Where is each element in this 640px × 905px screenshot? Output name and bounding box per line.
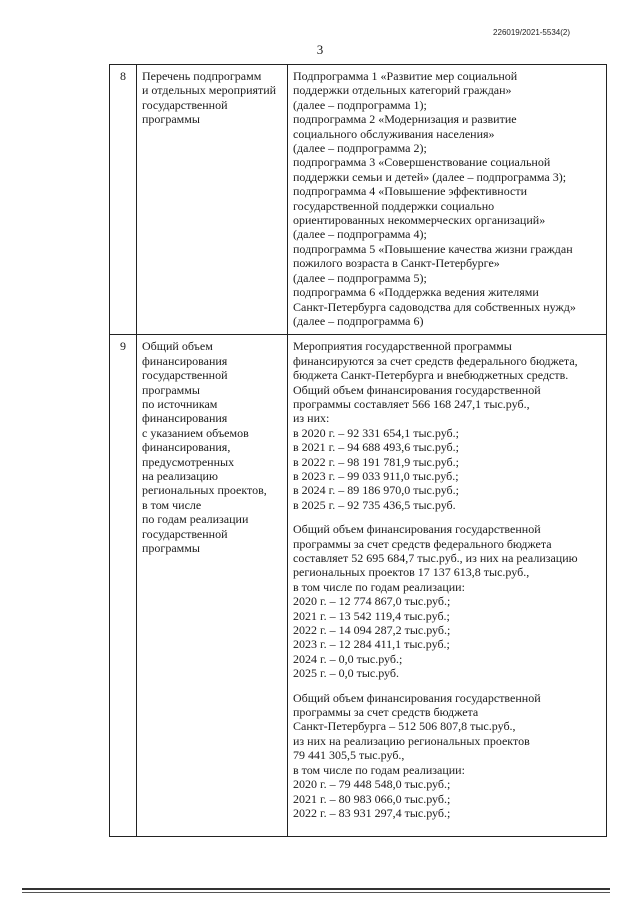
name-line: в том числе	[142, 497, 202, 512]
name-line: по годам реализации	[142, 512, 249, 527]
content-line: Общий объем финансирования государственной	[293, 522, 541, 537]
content-line: 2020 г. – 79 448 548,0 тыс.руб.;	[293, 777, 451, 792]
document-id: 226019/2021-5534(2)	[493, 28, 570, 37]
content-line: в 2023 г. – 99 033 911,0 тыс.руб.;	[293, 468, 459, 483]
name-line: программы	[142, 541, 200, 555]
name-line: государственной	[142, 526, 228, 541]
name-line: с указанием объемов	[142, 425, 249, 440]
page-number: 3	[316, 42, 324, 57]
name-line: финансирования	[142, 411, 228, 426]
content-line: Общий объем финансирования государственной	[293, 382, 541, 397]
content-line: поддержки семьи и детей» (далее – подпрограмма 3);	[293, 169, 567, 184]
content-line: программы составляет 566 168 247,1 тыс.руб.,	[293, 396, 530, 411]
name-line: программы	[142, 382, 200, 397]
content-line: 2024 г. – 0,0 тыс.руб.;	[293, 651, 403, 666]
name-line: и отдельных мероприятий	[142, 83, 277, 98]
content-line: в том числе по годам реализации:	[293, 579, 465, 594]
content-line: 2022 г. – 83 931 297,4 тыс.руб.;	[293, 805, 451, 820]
content-line: программы за счет средств федерального бюджета	[293, 536, 552, 551]
content-line: составляет 52 695 684,7 тыс.руб., из них на реализацию	[293, 551, 578, 565]
content-line: финансируются за счет средств федерального бюджета,	[293, 353, 578, 368]
name-line: региональных проектов,	[142, 483, 267, 498]
program-passport-table	[109, 64, 607, 837]
name-line: финансирования,	[142, 440, 231, 455]
content-line: подпрограмма 3 «Совершенствование социальной	[293, 155, 551, 170]
funding-federal-block	[293, 522, 601, 680]
row-name	[137, 335, 288, 837]
page-bottom-rule	[22, 888, 610, 890]
content-line: Санкт-Петербурга садоводства для собственных нужд»	[293, 299, 576, 314]
name-line: государственной	[142, 97, 228, 112]
name-line: программы	[142, 112, 200, 127]
content-line: в том числе по годам реализации:	[293, 762, 465, 777]
content-line: подпрограмма 6 «Поддержка ведения жителями	[293, 285, 539, 300]
row-name	[137, 65, 288, 335]
content-line: государственной поддержки социально	[293, 198, 495, 213]
content-line: региональных проектов 17 137 613,8 тыс.руб.,	[293, 565, 530, 580]
content-line: 2021 г. – 13 542 119,4 тыс.руб.;	[293, 608, 450, 623]
name-line: Общий объем	[142, 339, 213, 354]
content-line: из них:	[293, 411, 330, 426]
content-line: 2020 г. – 12 774 867,0 тыс.руб.;	[293, 594, 451, 609]
table-row	[110, 335, 607, 837]
content-line: в 2022 г. – 98 191 781,9 тыс.руб.;	[293, 454, 459, 469]
content-line: подпрограмма 2 «Модернизация и развитие	[293, 112, 517, 127]
content-line: (далее – подпрограмма 5);	[293, 270, 427, 285]
content-line: Общий объем финансирования государственной	[293, 690, 541, 705]
content-line: 2025 г. – 0,0 тыс.руб.	[293, 666, 399, 681]
content-line: (далее – подпрограмма 1);	[293, 97, 427, 112]
content-line: в 2021 г. – 94 688 493,6 тыс.руб.;	[293, 440, 459, 455]
content-line: бюджета Санкт-Петербурга и внебюджетных средств.	[293, 368, 569, 383]
content-line: подпрограмма 5 «Повышение качества жизни граждан	[293, 241, 573, 256]
content-line: (далее – подпрограмма 4);	[293, 227, 427, 242]
name-line: на реализацию	[142, 468, 218, 483]
name-line: государственной	[142, 368, 228, 383]
funding-total-block	[293, 339, 601, 512]
content-line: 2023 г. – 12 284 411,1 тыс.руб.;	[293, 637, 450, 652]
content-line: Мероприятия государственной программы	[293, 339, 512, 354]
content-line: из них на реализацию региональных проектов	[293, 733, 530, 748]
table-row	[110, 65, 607, 335]
content-line: социального обслуживания населения»	[293, 126, 495, 141]
name-line: предусмотренных	[142, 454, 235, 469]
content-line: подпрограмма 4 «Повышение эффективности	[293, 184, 528, 199]
content-line: 2022 г. – 14 094 287,2 тыс.руб.;	[293, 623, 451, 638]
content-line: в 2025 г. – 92 735 436,5 тыс.руб.	[293, 497, 456, 512]
content-line: ориентированных некоммерческих организаций»	[293, 213, 546, 228]
content-line: поддержки отдельных категорий граждан»	[293, 83, 512, 98]
funding-city-block	[293, 691, 601, 821]
row-content	[288, 335, 607, 837]
row-number: 8	[110, 65, 137, 335]
name-line: по источникам	[142, 396, 218, 411]
row-content	[288, 65, 607, 335]
content-line: 2021 г. – 80 983 066,0 тыс.руб.;	[293, 791, 451, 806]
content-line: в 2024 г. – 89 186 970,0 тыс.руб.;	[293, 483, 459, 498]
name-line: Перечень подпрограмм	[142, 69, 262, 83]
content-line: Санкт-Петербурга – 512 506 807,8 тыс.руб.,	[293, 719, 516, 734]
content-line: (далее – подпрограмма 6)	[293, 313, 424, 328]
content-line: в 2020 г. – 92 331 654,1 тыс.руб.;	[293, 425, 459, 440]
content-line: Подпрограмма 1 «Развитие мер социальной	[293, 69, 518, 83]
name-line: финансирования	[142, 353, 228, 368]
row-number: 9	[110, 335, 137, 837]
content-line: программы за счет средств бюджета	[293, 705, 479, 720]
content-line: (далее – подпрограмма 2);	[293, 141, 427, 156]
content-line: 79 441 305,5 тыс.руб.,	[293, 748, 405, 763]
content-line: пожилого возраста в Санкт-Петербурге»	[293, 256, 500, 271]
page-bottom-rule	[22, 892, 610, 893]
